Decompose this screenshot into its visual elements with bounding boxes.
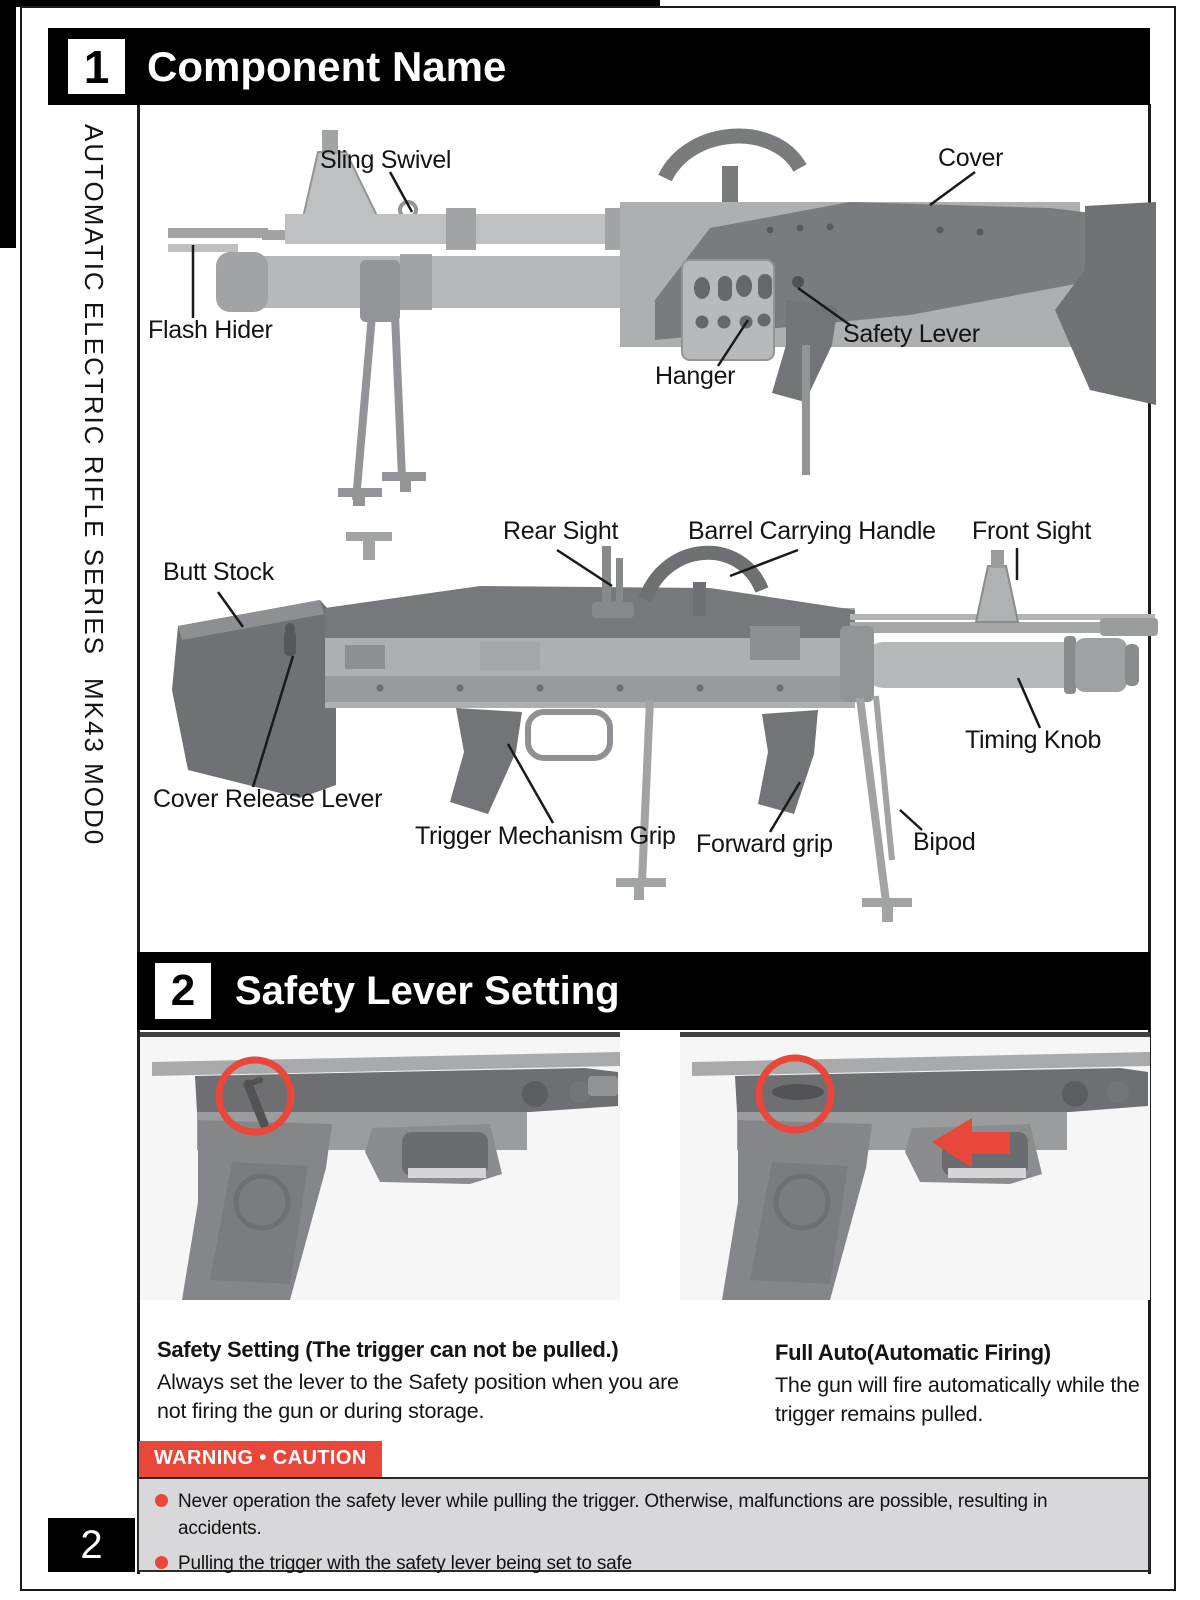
caption-safe-mode: [157, 1337, 697, 1426]
label-flash-hider: Flash Hider: [148, 316, 273, 344]
section-1-number: 1: [68, 39, 125, 94]
label-cover-release-lever: Cover Release Lever: [153, 785, 383, 813]
section-2-header: [137, 952, 1150, 1030]
content-left-rule: [137, 104, 140, 1574]
label-barrel-carrying-handle: Barrel Carrying Handle: [688, 517, 936, 545]
section-2-number: 2: [155, 963, 211, 1019]
label-butt-stock: Butt Stock: [163, 558, 274, 586]
caption-full-auto-title: Full Auto(Automatic Firing): [775, 1340, 1051, 1365]
section-1-header: [48, 28, 1150, 105]
label-safety-lever: Safety Lever: [843, 320, 980, 348]
page-number: 2: [80, 1522, 103, 1567]
label-sling-swivel: Sling Swivel: [320, 146, 452, 174]
section-1-title: Component Name: [147, 42, 507, 90]
label-bipod: Bipod: [913, 828, 976, 856]
sidebar-model-text: MK43 MOD0: [79, 678, 109, 847]
label-trigger-mechanism-grip: Trigger Mechanism Grip: [415, 822, 676, 850]
label-cover: Cover: [938, 144, 1004, 172]
warning-item-text: Never operation the safety lever while pulling the trigger. Otherwise, malfunctions are possible, resulting in accidents.: [178, 1491, 1048, 1539]
warning-item-text: Pulling the trigger with the safety lever being set to safe: [178, 1553, 632, 1575]
scan-bleed-left: [0, 0, 16, 248]
warning-item: [155, 1489, 1134, 1542]
label-timing-knob: Timing Knob: [965, 726, 1102, 754]
caption-safe-title: Safety Setting (The trigger can not be pulled.): [157, 1337, 619, 1362]
caption-full-auto-mode: [775, 1340, 1175, 1429]
safety-lever-auto-position: [772, 1084, 824, 1100]
caption-full-auto-body: The gun will fire automatically while the trigger remains pulled.: [775, 1373, 1140, 1427]
label-forward-grip: Forward grip: [696, 830, 833, 858]
gun-top-art: [168, 130, 1156, 506]
page-number-box: [48, 1518, 135, 1572]
red-dot-icon: [155, 1556, 168, 1569]
sidebar-series-text: AUTOMATIC ELECTRIC RIFLE SERIES: [79, 124, 109, 657]
red-dot-icon: [155, 1494, 168, 1507]
warning-item: [155, 1551, 1134, 1578]
photo-safety-position: [140, 1032, 620, 1300]
label-rear-sight: Rear Sight: [503, 517, 619, 545]
section-2-title: Safety Lever Setting: [235, 968, 620, 1013]
photo-full-auto-position: [680, 1032, 1150, 1300]
warning-box: [137, 1477, 1150, 1575]
gun-side-view-top-svg: [150, 110, 1160, 510]
warning-badge: WARNING • CAUTION: [139, 1441, 382, 1477]
label-front-sight: Front Sight: [972, 517, 1091, 545]
label-hanger: Hanger: [655, 362, 736, 390]
caption-safe-body: Always set the lever to the Safety position when you are not firing the gun or during storage.: [157, 1370, 679, 1424]
